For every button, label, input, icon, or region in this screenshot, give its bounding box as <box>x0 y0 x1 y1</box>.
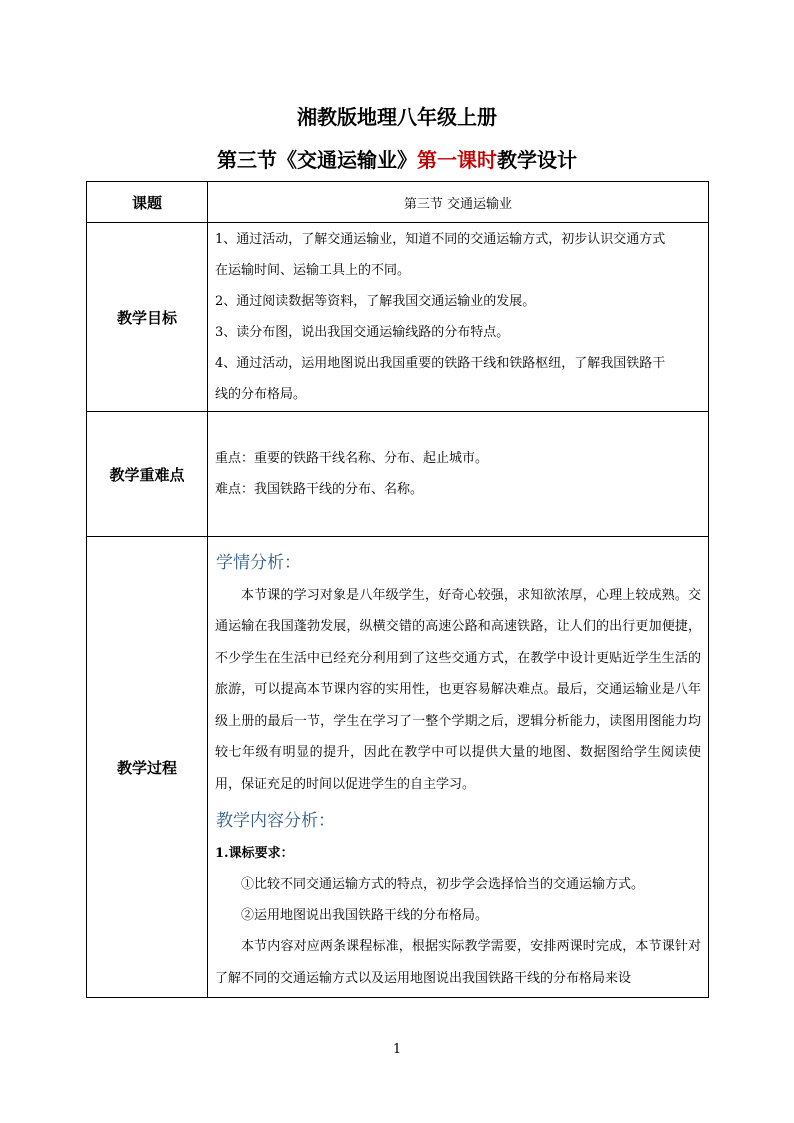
standards-title: 1.课标要求： <box>215 846 294 862</box>
objectives-cell <box>208 223 709 412</box>
objective-line: 线的分布格局。 <box>215 387 307 402</box>
process-label: 教学过程 <box>87 537 208 998</box>
content-analysis-heading: 教学内容分析： <box>216 811 335 832</box>
table-row-objectives <box>87 223 709 412</box>
key-point-text: 重点：重要的铁路干线名称、分布、起止城市。 <box>215 451 489 466</box>
objective-line: 1、通过活动，了解交通运输业，知道不同的交通运输方式，初步认识交通方式 <box>215 232 666 247</box>
table-row-process <box>87 537 709 998</box>
table-row-topic <box>87 182 709 223</box>
lesson-plan-table <box>86 181 709 998</box>
subtitle-highlight: 第一课时 <box>417 148 497 172</box>
key-points-cell <box>208 412 709 537</box>
document-title: 湘教版地理八年级上册 <box>297 105 497 129</box>
process-cell <box>208 537 709 998</box>
subtitle-part2: 教学设计 <box>497 148 577 172</box>
topic-value: 第三节 交通运输业 <box>208 182 709 223</box>
analysis-paragraph: 本节课的学习对象是八年级学生，好奇心较强，求知欲浓厚，心理上较成熟。交通运输在我国蓬勃发展，纵横交错的高速公路和高速铁路，让人们的出行更加便捷，不少学生在生活中已经充分利用到了这些交通方式，在教学中设计更贴近学生生活的旅游，可以提高本节课内容的实用性，也更容易解决难点。最后，交通运输业是八年级上册的最后一节，学生在学习了一整个学期之后，逻辑分析能力，读图用图能力均较七年级有明显的提升，因此在教学中可以提供大量的地图、数据图给学生阅读使用，保证充足的时间以促进学生的自主学习。 <box>215 587 701 792</box>
objective-line: 2、通过阅读数据等资料，了解我国交通运输业的发展。 <box>215 294 536 309</box>
table-row-key-points <box>87 412 709 537</box>
analysis-heading: 学情分析： <box>216 552 301 573</box>
content-paragraph: 本节内容对应两条课程标准，根据实际教学需要，安排两课时完成，本节课针对了解不同的交通运输方式以及运用地图说出我国铁路干线的分布格局来设 <box>215 939 701 986</box>
standard-item: ②运用地图说出我国铁路干线的分布格局。 <box>241 908 489 924</box>
difficult-point-text: 难点：我国铁路干线的分布、名称。 <box>215 482 424 497</box>
subtitle-part1: 第三节《交通运输业》 <box>217 148 417 172</box>
topic-label: 课题 <box>87 182 208 223</box>
key-points-label: 教学重难点 <box>87 412 208 537</box>
objective-line: 3、读分布图，说出我国交通运输线路的分布特点。 <box>215 325 510 340</box>
document-subtitle <box>0 146 794 174</box>
objective-line: 在运输时间、运输工具上的不同。 <box>215 263 411 278</box>
page-number: 1 <box>392 1042 402 1057</box>
objective-line: 4、通过活动，运用地图说出我国重要的铁路干线和铁路枢纽，了解我国铁路干 <box>215 356 666 371</box>
standard-item: ①比较不同交通运输方式的特点，初步学会选择恰当的交通运输方式。 <box>241 877 645 893</box>
objectives-label: 教学目标 <box>87 223 208 412</box>
